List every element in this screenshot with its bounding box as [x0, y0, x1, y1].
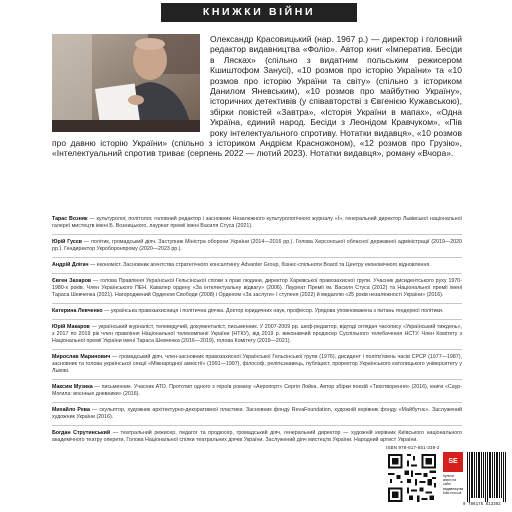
author-bio-block — [52, 34, 462, 159]
reviewer-name: Мирослав Маринович — [52, 354, 111, 360]
reviewers-list — [52, 212, 462, 448]
review-item — [52, 303, 462, 319]
reviewer-name: Михайло Рева — [52, 407, 90, 413]
reviewer-description: — політик, громадський діяч. Заступник Міністра оборони України (2014—2016 рр.). Голова Херсонської обласної державної адміністрації (2019—2020 рр.). Гендиректор Укроборонпрому (2020—2023 рр.). — [52, 239, 462, 252]
reviewer-description: — українська правозахисниця і політична діячка. Доктор юридичних наук, професор. Урядова уповноважена з питань гендерної політики. — [104, 308, 444, 314]
reviewer-name: Євген Захаров — [52, 278, 92, 284]
barcode-icon — [466, 452, 506, 504]
review-item — [52, 379, 462, 402]
series-title: КНИЖКИ ВІЙНИ — [161, 3, 357, 22]
reviewer-description: — голова Правління Української Гельсінської спілки з прав людини, директор Харківської правозахисної групи. Учасник дисидентського руху 1970-1980-х років. Член Українського ПЕН. Кавалер ордену «За інтелектуальну відвагу» (2006). Лауреат Премії ім. Василя Стуса (2012) та Національної премії імені Тараса Шевченка (2021). Нагороджений Орденом Свободи (2008) і Орденом «За заслуги» I ступеня (2022) й медаллю «25 років незалежності України» (2016). — [52, 278, 462, 298]
review-item — [52, 349, 462, 379]
photo-spacer — [52, 34, 210, 134]
store-promo — [443, 452, 463, 504]
reviewer-description: — скульптор, художник архітектурно-декоративної пластики. Засновник фонду RevaFoundation, художній керівник фонду «Майбутнє». Заслужений художник України (2016). — [52, 407, 462, 420]
reviewer-name: Юрій Макаров — [52, 324, 90, 330]
review-item — [52, 273, 462, 303]
reviewer-name: Юрій Гусєв — [52, 239, 83, 245]
publisher-logo-icon: SE — [443, 452, 463, 472]
barcode-number: 9 786175 513392 — [463, 503, 501, 507]
author-bio: Олександр Красовицький (нар. 1967 р.) — директор і головний редактор видавництва «Фоліо». Автор книг «Імператив. Бесіди в Лясках» (спільно з видатним польським режисером Кшиштофом Занусі), «10 розмов про історію України» та «10 розмов про історію України та світу» (спільно з істориком Данилом Яневським), «10 розмов про майбутню Україну», історичних детективів (у співавторстві з Євгенією Кужавською), збірки повістей «Завтра», «Історія України в мапах», «Одна Україна, єдиний народ. Бесіди з Леонідом Кравчуком», «Пів року інтелектуального спротиву. Нотатки видавця», «10 розмов про давню історію України» (спільно з істориком Андрієм Красножоном), «12 розмов про Грузію», «Інтелектуальний спротив триває (серпень 2022 — лютий 2023). Нотатки видавця», роману «Вчора». — [52, 34, 462, 159]
reviewer-name: Максим Музика — [52, 384, 93, 390]
isbn-label: ISBN 978-617-551-339-2 — [386, 445, 440, 450]
reviewer-name: Андрій Длігач — [52, 262, 89, 268]
reviewer-name: Богдан Струтинський — [52, 430, 111, 436]
review-item — [52, 234, 462, 257]
reviewer-description: — театральний режисер, педагог та продюсер, громадський діяч, генеральний директор — художній керівник Київського національного академічного театру оперети, Голова Національної спілки театральних діячів України. Заслужений діяч мистецтв України. Народний артист України. — [52, 430, 462, 443]
review-item — [52, 257, 462, 273]
reviewer-description: — український журналіст, телеведучий, документаліст, письменник. У 2007-2009 рр. шеф-редактор, відтоді оглядач часопису «Український тиждень», з 2017 по 2019 рік член правління Національної телекомпанії України (НТКУ), від 2019 р. виконавчий продюсер Суспільного телебачення НСТУ. Член Комітету з Національної премії України імені Тараса Шевченка (2016—2019), голова Комітету (2019—2021). — [52, 324, 462, 344]
promo-text: Купити книги на сайті видавництва folio.com.ua — [443, 474, 464, 495]
reviewer-name: Катерина Левченко — [52, 308, 103, 314]
review-item — [52, 402, 462, 425]
reviewer-description: — економіст. Засновник агентства стратегічного консалтингу Advanter Group, бізнес-спільноти Board та Центру економічного відновлення. — [90, 262, 431, 268]
review-item — [52, 319, 462, 349]
review-item — [52, 212, 462, 234]
reviewer-description: — письменник. Учасник АТО. Прототип одного з героїв роману «Аеропорт» Сергія Лойка. Автор збірки поезій «Тихотворення» (2016), книги «Саур-Могила: воєнные дневники» (2016). — [52, 384, 462, 397]
reviewer-name: Тарас Возняк — [52, 216, 88, 222]
reviewer-description: — культуролог, політолог, головний редактор і засновник Незалежного культурологічного журналу «Ї», генеральний директор Львівської національної галереї мистецтв імені Б. Возницького, лауреат премії імені Василя Стуса (2021). — [52, 216, 462, 229]
qr-code-icon[interactable] — [386, 452, 438, 504]
reviewer-description: — громадський діяч, член-засновник правозахисної Української Гельсінської групи (1976), дисидент і політв'язень часів СРСР (1977—1987), засновник та голова української секції «Міжнародної амністії» (1991—1997), філософ, релігієзнавець, публіцист, проректор Українського католицького університету у Львові. — [52, 354, 462, 374]
